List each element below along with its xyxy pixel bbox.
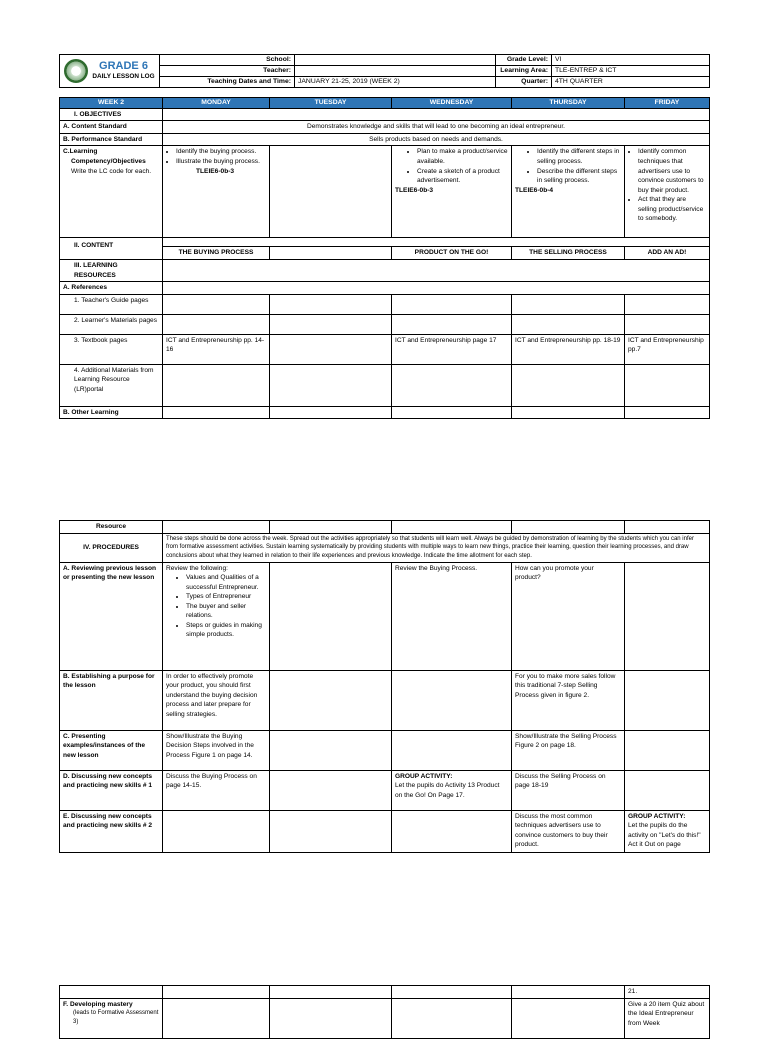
list-item: • Describe the different steps in selling process. [537, 167, 621, 186]
lesson-table-page1 [59, 97, 710, 419]
lc-code: TLEIE6-0b-3 [196, 167, 235, 175]
row-e-thursday: Discuss the most common techniques advertisers use to convince customers to buy their product. [512, 810, 625, 852]
row-c-monday: Show/Illustrate the Buying Decision Steps involved in the Process Figure 1 on page 14. [163, 730, 270, 770]
content-friday: ADD AN AD! [625, 247, 710, 260]
teachers-guide-label: 1. Teacher's Guide pages [60, 294, 163, 314]
learning-area-label: Learning Area: [496, 65, 552, 76]
row-b-label: B. Establishing a purpose for the lesson [60, 670, 163, 730]
learners-materials-label: 2. Learner's Materials pages [60, 314, 163, 334]
quarter-label: Quarter: [496, 76, 552, 87]
row-b-thursday: For you to make more sales follow this traditional 7-step Selling Process given in figure 2. [512, 670, 625, 730]
deped-seal-icon [64, 59, 88, 83]
wednesday-header: WEDNESDAY [392, 98, 512, 109]
school-value [295, 55, 496, 66]
thursday-objectives [512, 146, 625, 238]
list-item: • Steps or guides in making simple products. [186, 621, 266, 640]
content-wednesday: PRODUCT ON THE GO! [392, 247, 512, 260]
list-item: • Identify the buying process. [176, 147, 266, 157]
row-d-wednesday: GROUP ACTIVITY: Let the pupils do Activity 13 Product on the Go! On Page 17. [392, 770, 512, 810]
row-f-label: F. Developing mastery (leads to Formative Assessment 3) [60, 998, 163, 1038]
list-item: • Create a sketch of a product advertisement. [417, 167, 508, 186]
references-label: A. References [60, 282, 163, 295]
quarter-value: 4TH QUARTER [552, 76, 710, 87]
list-item: • Illustrate the buying process. [176, 157, 266, 167]
friday-objectives [625, 146, 710, 238]
monday-header: MONDAY [163, 98, 270, 109]
row-a-monday: Review the following: • Values and Qualities of a successful Entrepreneur. • Types of Entrepreneur • The buyer and seller relations. • Steps or guides in making simple products. [163, 562, 270, 670]
textbook-friday: ICT and Entrepreneurship pp.7 [625, 334, 710, 364]
header-logo-cell [60, 55, 160, 88]
row-d-monday: Discuss the Buying Process on page 14-15. [163, 770, 270, 810]
other-learning-label: B. Other Learning [60, 406, 163, 419]
list-item: • Act that they are selling product/service to somebody. [638, 195, 706, 224]
row-c-label: C. Presenting examples/instances of the new lesson [60, 730, 163, 770]
friday-header: FRIDAY [625, 98, 710, 109]
doc-type: DAILY LESSON LOG [92, 73, 155, 81]
grade-level-label: Grade Level: [496, 55, 552, 66]
row-d-label: D. Discussing new concepts and practicing new skills # 1 [60, 770, 163, 810]
row-a-label: A. Reviewing previous lesson or presenting the new lesson [60, 562, 163, 670]
textbook-label: 3. Textbook pages [60, 334, 163, 364]
row-c-thursday: Show/Illustrate the Selling Process Figure 2 on page 18. [512, 730, 625, 770]
monday-objectives [163, 146, 270, 238]
week-header: WEEK 2 [60, 98, 163, 109]
teacher-label: Teacher: [160, 65, 295, 76]
grade-title: GRADE 6 [99, 60, 148, 73]
row-e-friday: GROUP ACTIVITY: Let the pupils do the activity on "Let's do this!" Act it Out on page [625, 810, 710, 852]
procedures-note: These steps should be done across the week. Spread out the activities appropriately so that students will learn well. Always be guided by demonstration of learning by the students which you can infer from formative assessment activities. Sustain learning systematically by providing students with multiple ways to learn new things, practice their learning, question their learning processes, and draw conclusions about what they learned in relation to their life experiences and previous knowledge. Indicate the time allotment for each step. [163, 533, 710, 562]
performance-standard-text: Sells products based on needs and demands. [163, 133, 710, 146]
list-item: • Types of Entrepreneur [186, 592, 266, 602]
lesson-table-page2 [59, 520, 710, 853]
list-item: • Identify the different steps in selling process. [537, 147, 621, 166]
list-item: • Plan to make a product/service available. [417, 147, 508, 166]
textbook-monday: ICT and Entrepreneurship pp. 14-16 [163, 334, 270, 364]
dates-value: JANUARY 21-25, 2019 (WEEK 2) [295, 76, 496, 87]
learning-competency-label: C.Learning Competency/Objectives Write the LC code for each. [60, 146, 163, 238]
row-a-wednesday: Review the Buying Process. [392, 562, 512, 670]
resource-label: Resource [60, 521, 163, 534]
content-thursday: THE SELLING PROCESS [512, 247, 625, 260]
content-standard-label: A. Content Standard [60, 121, 163, 134]
list-item: • The buyer and seller relations. [186, 602, 266, 621]
tuesday-header: TUESDAY [270, 98, 392, 109]
row-b-monday: In order to effectively promote your product, you should first understand the buying decision process and later prepare for selling strategies. [163, 670, 270, 730]
wednesday-objectives [392, 146, 512, 238]
lesson-table-page3 [59, 985, 710, 1039]
learning-resources-label: III. LEARNING RESOURCES [60, 260, 163, 282]
additional-materials-label: 4. Additional Materials from Learning Resource (LR)portal [60, 364, 163, 406]
list-item: • Values and Qualities of a successful Entrepreneur. [186, 573, 266, 592]
row-e-label: E. Discussing new concepts and practicing new skills # 2 [60, 810, 163, 852]
content-label: II. CONTENT [60, 238, 163, 260]
continued-friday: 21. [625, 986, 710, 999]
lc-code: TLEIE6-0b-4 [515, 186, 554, 194]
content-monday: THE BUYING PROCESS [163, 247, 270, 260]
row-f-friday: Give a 20 item Quiz about the Ideal Entrepreneur from Week [625, 998, 710, 1038]
textbook-wednesday: ICT and Entrepreneurship page 17 [392, 334, 512, 364]
row-d-thursday: Discuss the Selling Process on page 18-19 [512, 770, 625, 810]
learning-area-value: TLE-ENTREP & ICT [552, 65, 710, 76]
textbook-thursday: ICT and Entrepreneurship pp. 18-19 [512, 334, 625, 364]
lc-code: TLEIE6-0b-3 [395, 186, 434, 194]
objectives-label: I. OBJECTIVES [60, 108, 163, 121]
dates-label: Teaching Dates and Time: [160, 76, 295, 87]
thursday-header: THURSDAY [512, 98, 625, 109]
list-item: • Identify common techniques that advertisers use to convince customers to buy their product. [638, 147, 706, 195]
header-table [59, 54, 710, 88]
content-standard-text: Demonstrates knowledge and skills that will lead to one becoming an ideal entrepreneur. [163, 121, 710, 134]
performance-standard-label: B. Performance Standard [60, 133, 163, 146]
grade-level-value: VI [552, 55, 710, 66]
teacher-value [295, 65, 496, 76]
row-a-thursday: How can you promote your product? [512, 562, 625, 670]
school-label: School: [160, 55, 295, 66]
procedures-label: IV. PROCEDURES [60, 533, 163, 562]
